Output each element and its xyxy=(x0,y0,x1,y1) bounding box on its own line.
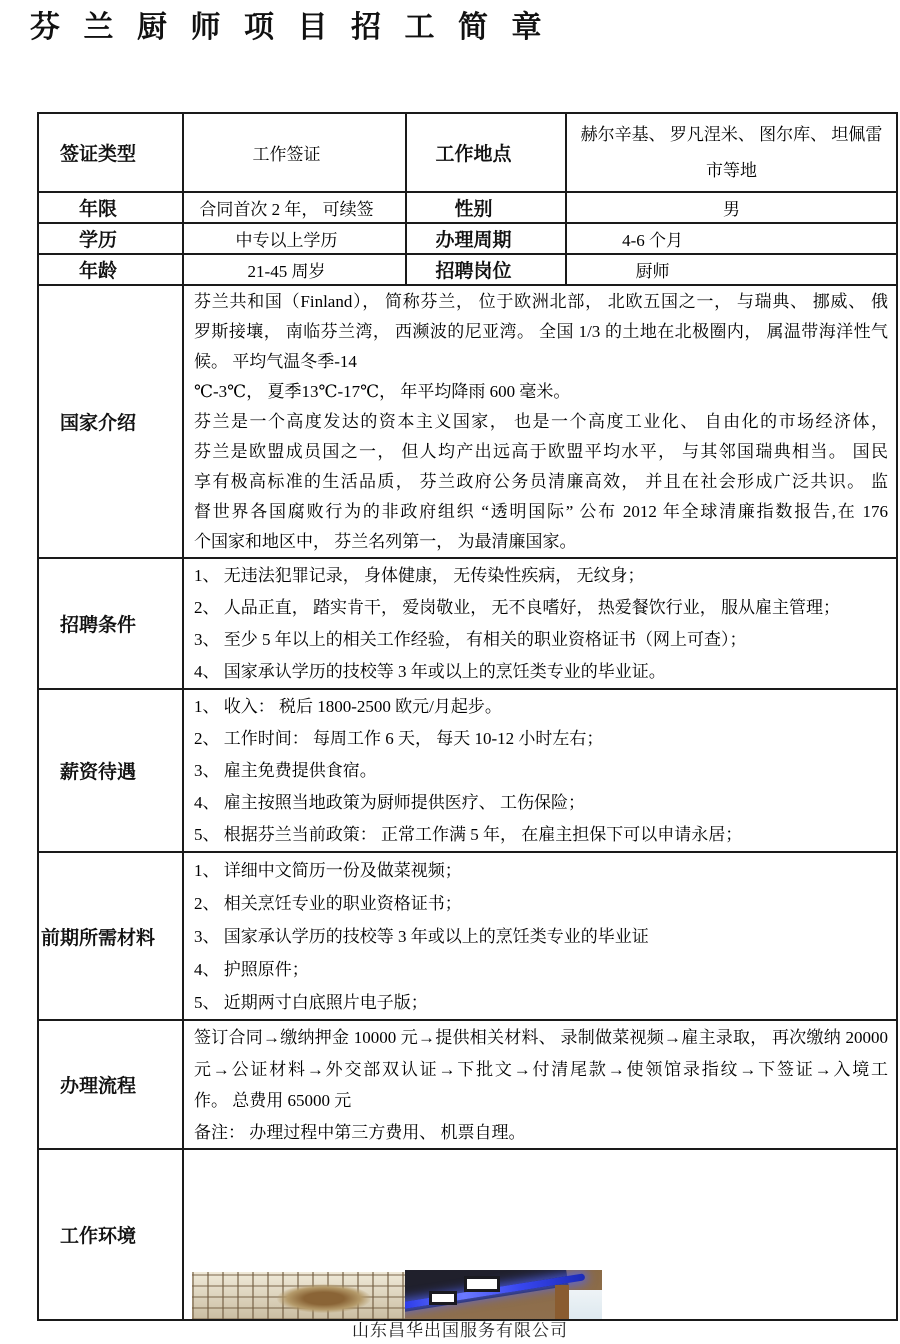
text-line: 4、 护照原件； xyxy=(194,960,309,979)
text-line: 3、 雇主免费提供食宿。 xyxy=(194,761,377,780)
table-row xyxy=(38,852,897,1020)
processing-period-value: 4-6 个月 xyxy=(622,231,683,250)
duration-label: 年限 xyxy=(38,192,183,223)
text-line: 1、 无违法犯罪记录， 身体健康， 无传染性疾病， 无纹身； xyxy=(194,566,645,585)
work-location-line1: 赫尔辛基、 罗凡涅米、 图尔库、 坦佩雷 xyxy=(580,124,883,144)
text-line: 4、 雇主按照当地政策为厨师提供医疗、 工伤保险； xyxy=(194,793,585,812)
work-location-line2: 市等地 xyxy=(706,160,757,180)
table-row xyxy=(38,285,897,558)
process-label: 办理流程 xyxy=(38,1020,183,1149)
text-line: 芬兰是欧盟成员国之一， 但人均产出远高于欧盟平均水平， 与其邻国瑞典相当。 国民 xyxy=(194,442,888,461)
restaurant-photo-classic xyxy=(192,1272,405,1321)
text-line: 5、 近期两寸白底照片电子版； xyxy=(194,993,428,1012)
text-line: 2、 人品正直， 踏实肯干， 爱岗敬业， 无不良嗜好， 热爱餐饮行业， 服从雇主管理； xyxy=(194,598,840,617)
photo-right-wood-pillar xyxy=(555,1285,569,1320)
page-title: 芬 兰 厨 师 项 目 招 工 简 章 xyxy=(30,11,550,44)
age-label: 年龄 xyxy=(38,254,183,285)
salary-label: 薪资待遇 xyxy=(38,689,183,852)
recruitment-table xyxy=(37,112,898,1321)
text-line: 5、 根据芬兰当前政策： 正常工作满 5 年， 在雇主担保下可以申请永居； xyxy=(194,825,743,844)
process-text xyxy=(183,1020,897,1149)
text-line: 签订合同→缴纳押金 10000 元→提供相关材料、 录制做菜视频→雇主录取， 再次缴纳 20000 xyxy=(194,1028,888,1047)
processing-period-label: 办理周期 xyxy=(406,223,566,254)
text-line: 芬兰共和国（Finland）， 简称芬兰， 位于欧洲北部， 北欧五国之一， 与瑞典、 挪威、 俄 xyxy=(194,292,888,311)
table-row xyxy=(38,558,897,689)
position-label: 招聘岗位 xyxy=(406,254,566,285)
work-location-value xyxy=(566,113,897,192)
work-environment-cell xyxy=(183,1149,897,1320)
text-line: 作。 总费用 65000 元 xyxy=(194,1091,352,1110)
text-line: 享有极高标准的生活品质， 芬兰政府公务员清廉高效， 并且在社会形成广泛共识。 监 xyxy=(194,472,888,491)
country-intro-text xyxy=(183,285,897,558)
duration-value: 合同首次 2 年， 可续签 xyxy=(183,192,406,223)
salary-text xyxy=(183,689,897,852)
table-row xyxy=(38,1149,897,1320)
work-location-label: 工作地点 xyxy=(406,113,566,192)
table-row xyxy=(38,689,897,852)
requirements-label: 招聘条件 xyxy=(38,558,183,689)
position-cell xyxy=(566,254,897,285)
visa-type-value: 工作签证 xyxy=(183,113,406,192)
company-name-footer: 山东昌华出国服务有限公司 xyxy=(352,1321,568,1340)
table-row xyxy=(38,113,897,192)
processing-period-cell xyxy=(566,223,897,254)
text-line: 1、 收入： 税后 1800-2500 欧元/月起步。 xyxy=(194,697,502,716)
gender-label: 性别 xyxy=(406,192,566,223)
text-line: 3、 国家承认学历的技校等 3 年或以上的烹饪类专业的毕业证 xyxy=(194,927,649,946)
text-line: 2、 工作时间： 每周工作 6 天， 每天 10-12 小时左右； xyxy=(194,729,604,748)
country-intro-label: 国家介绍 xyxy=(38,285,183,558)
text-line: 候。 平均气温冬季-14 xyxy=(194,352,357,371)
text-line: 2、 相关烹饪专业的职业资格证书； xyxy=(194,894,462,913)
table-row xyxy=(38,223,897,254)
materials-label: 前期所需材料 xyxy=(38,852,183,1020)
photo-left-ceiling-medallion xyxy=(277,1284,371,1313)
table-row xyxy=(38,1020,897,1149)
text-line: ℃-3℃， 夏季13℃-17℃， 年平均降雨 600 毫米。 xyxy=(194,382,571,401)
text-line: 个国家和地区中， 芬兰名列第一， 为最清廉国家。 xyxy=(194,532,577,551)
position-value: 厨师 xyxy=(635,262,670,281)
work-environment-label: 工作环境 xyxy=(38,1149,183,1320)
text-line: 元→公证材料→外交部双认证→下批文→付清尾款→使领馆录指纹→下签证→入境工 xyxy=(194,1059,888,1079)
requirements-text xyxy=(183,558,897,689)
education-value: 中专以上学历 xyxy=(183,223,406,254)
age-value: 21-45 周岁 xyxy=(183,254,406,285)
photo-right-ceiling-light xyxy=(464,1276,500,1292)
text-line: 督世界各国腐败行为的非政府组织 “透明国际” 公布 2012 年全球清廉指数报告,在 176 xyxy=(194,502,888,521)
text-line: 3、 至少 5 年以上的相关工作经验， 有相关的职业资格证书（网上可查）； xyxy=(194,630,747,649)
table-row xyxy=(38,254,897,285)
education-label: 学历 xyxy=(38,223,183,254)
materials-text xyxy=(183,852,897,1020)
text-line: 4、 国家承认学历的技校等 3 年或以上的烹饪类专业的毕业证。 xyxy=(194,662,666,681)
restaurant-photo-hotpot xyxy=(405,1270,602,1321)
text-line: 罗斯接壤， 南临芬兰湾， 西濒波的尼亚湾。 全国 1/3 的土地在北极圈内， 属温带海洋性气 xyxy=(194,322,888,341)
visa-type-label: 签证类型 xyxy=(38,113,183,192)
text-line: 备注： 办理过程中第三方费用、 机票自理。 xyxy=(194,1122,526,1142)
photo-right-ceiling-light xyxy=(429,1291,457,1305)
text-line: 1、 详细中文简历一份及做菜视频； xyxy=(194,861,462,880)
table-row xyxy=(38,192,897,223)
gender-value: 男 xyxy=(566,192,897,223)
text-line: 芬兰是一个高度发达的资本主义国家， 也是一个高度工业化、 自由化的市场经济体， xyxy=(194,412,888,431)
